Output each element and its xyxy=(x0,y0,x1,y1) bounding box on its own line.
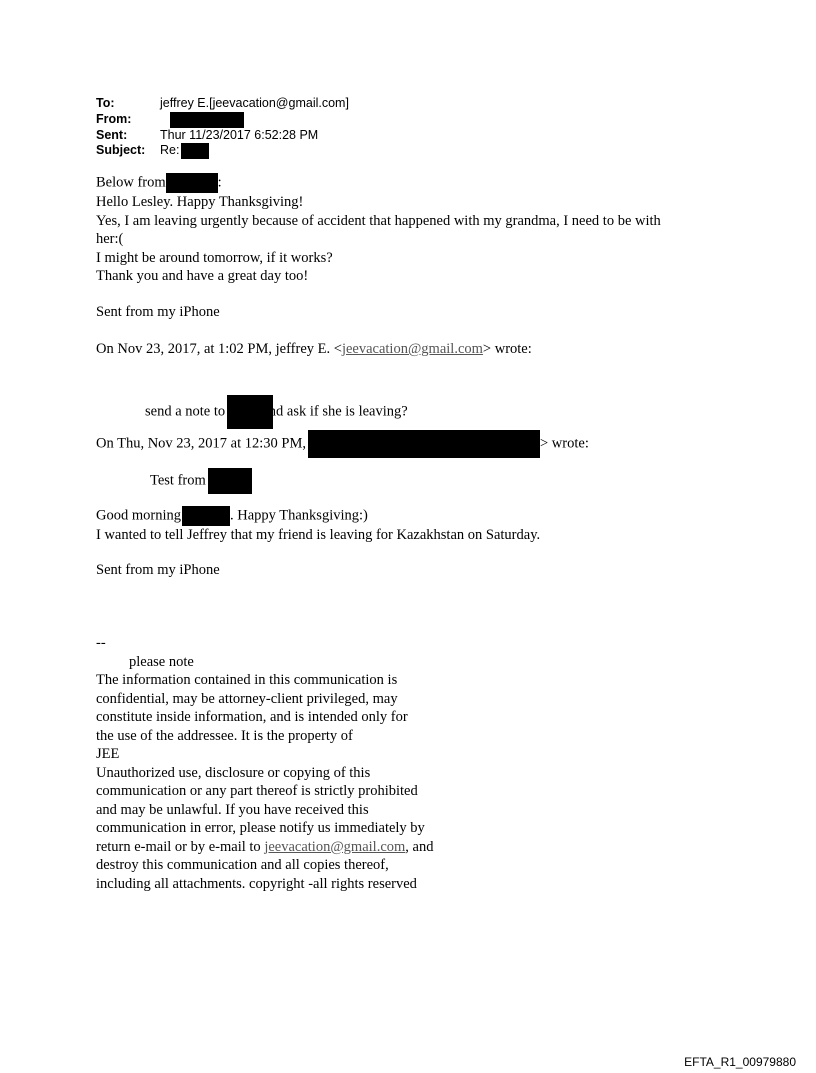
signature: Sent from my iPhone xyxy=(96,562,220,578)
message-line: Yes, I am leaving urgently because of accident that happened with my grandma, I need to be with xyxy=(96,212,661,229)
quote-line: I wanted to tell Jeffrey that my friend is leaving for Kazakhstan on Saturday. xyxy=(96,527,541,543)
note-text-end: nd ask if she is leaving? xyxy=(268,403,408,420)
disclaimer-line: and may be unlawful. If you have received this xyxy=(96,801,369,818)
email-link[interactable]: jeevacation@gmail.com xyxy=(264,838,406,855)
disclaimer-line: communication or any part thereof is strictly prohibited xyxy=(96,783,418,799)
redaction-box xyxy=(170,112,244,128)
quote-body xyxy=(96,506,540,545)
message-line: Thank you and have a great day too! xyxy=(96,268,309,284)
from-label: From: xyxy=(96,111,132,126)
to-label: To: xyxy=(96,96,115,110)
subject-row xyxy=(96,143,349,159)
disclaimer xyxy=(96,634,433,893)
disclaimer-line: destroy this communication and all copies thereof, xyxy=(96,857,389,873)
subject-label: Subject: xyxy=(96,143,146,157)
below-from-end: : xyxy=(217,174,222,191)
disclaimer-line: constitute inside information, and is intended only for xyxy=(96,709,408,725)
disclaimer-line: communication in error, please notify us immediately by xyxy=(96,820,425,836)
disclaimer-line: confidential, may be attorney-client privileged, may xyxy=(96,690,398,707)
disclaimer-dashes: -- xyxy=(96,635,106,651)
disclaimer-line: Unauthorized use, disclosure or copying of this xyxy=(96,764,371,781)
sent-row xyxy=(96,128,349,144)
disclaimer-line: including all attachments. copyright -all rights reserved xyxy=(96,875,417,892)
bates-stamp: EFTA_R1_00979880 xyxy=(684,1055,796,1069)
quote-intro-text: On Thu, Nov 23, 2017 at 12:30 PM, xyxy=(96,435,306,452)
quote-intro xyxy=(96,340,532,359)
from-row xyxy=(96,112,349,128)
please-note: please note xyxy=(129,653,194,670)
test-line xyxy=(150,468,252,494)
to-row xyxy=(96,96,349,112)
redaction-box xyxy=(182,506,230,526)
redaction-box xyxy=(308,430,540,458)
disclaimer-line: JEE xyxy=(96,746,120,762)
message-line: I might be around tomorrow, if it works? xyxy=(96,249,333,266)
quote-intro-end: > wrote: xyxy=(482,341,532,357)
quote-intro-text: On Nov 23, 2017, at 1:02 PM, jeffrey E. < xyxy=(96,341,342,357)
disclaimer-line: the use of the addressee. It is the property of xyxy=(96,727,353,744)
redaction-box xyxy=(166,173,218,193)
redaction-box xyxy=(227,395,273,429)
email-header xyxy=(96,96,349,159)
note-text: send a note to xyxy=(145,403,226,420)
message-line: Hello Lesley. Happy Thanksgiving! xyxy=(96,194,304,210)
disclaimer-line: The information contained in this communication is xyxy=(96,672,398,688)
sent-label: Sent: xyxy=(96,127,128,142)
below-from: Below from xyxy=(96,174,166,191)
signature: Sent from my iPhone xyxy=(96,304,220,320)
message-body xyxy=(96,173,661,286)
test-from-text: Test from xyxy=(150,472,206,489)
to-value: jeffrey E.[jeevacation@gmail.com] xyxy=(160,96,349,110)
disclaimer-line-end: , and xyxy=(405,838,434,855)
redaction-box xyxy=(208,468,252,494)
message-line: her:( xyxy=(96,231,124,247)
quote-intro-end: > wrote: xyxy=(540,435,589,452)
good-morning-text: Good morning xyxy=(96,507,181,524)
email-link[interactable]: jeevacation@gmail.com xyxy=(341,341,483,357)
subject-value: Re: xyxy=(160,143,180,157)
quoted-note xyxy=(145,395,408,429)
sent-value: Thur 11/23/2017 6:52:28 PM xyxy=(160,127,319,142)
quote-intro xyxy=(96,430,589,458)
redaction-box xyxy=(181,143,209,159)
disclaimer-line: return e-mail or by e-mail to xyxy=(96,838,265,855)
good-morning-end: . Happy Thanksgiving:) xyxy=(229,507,368,524)
